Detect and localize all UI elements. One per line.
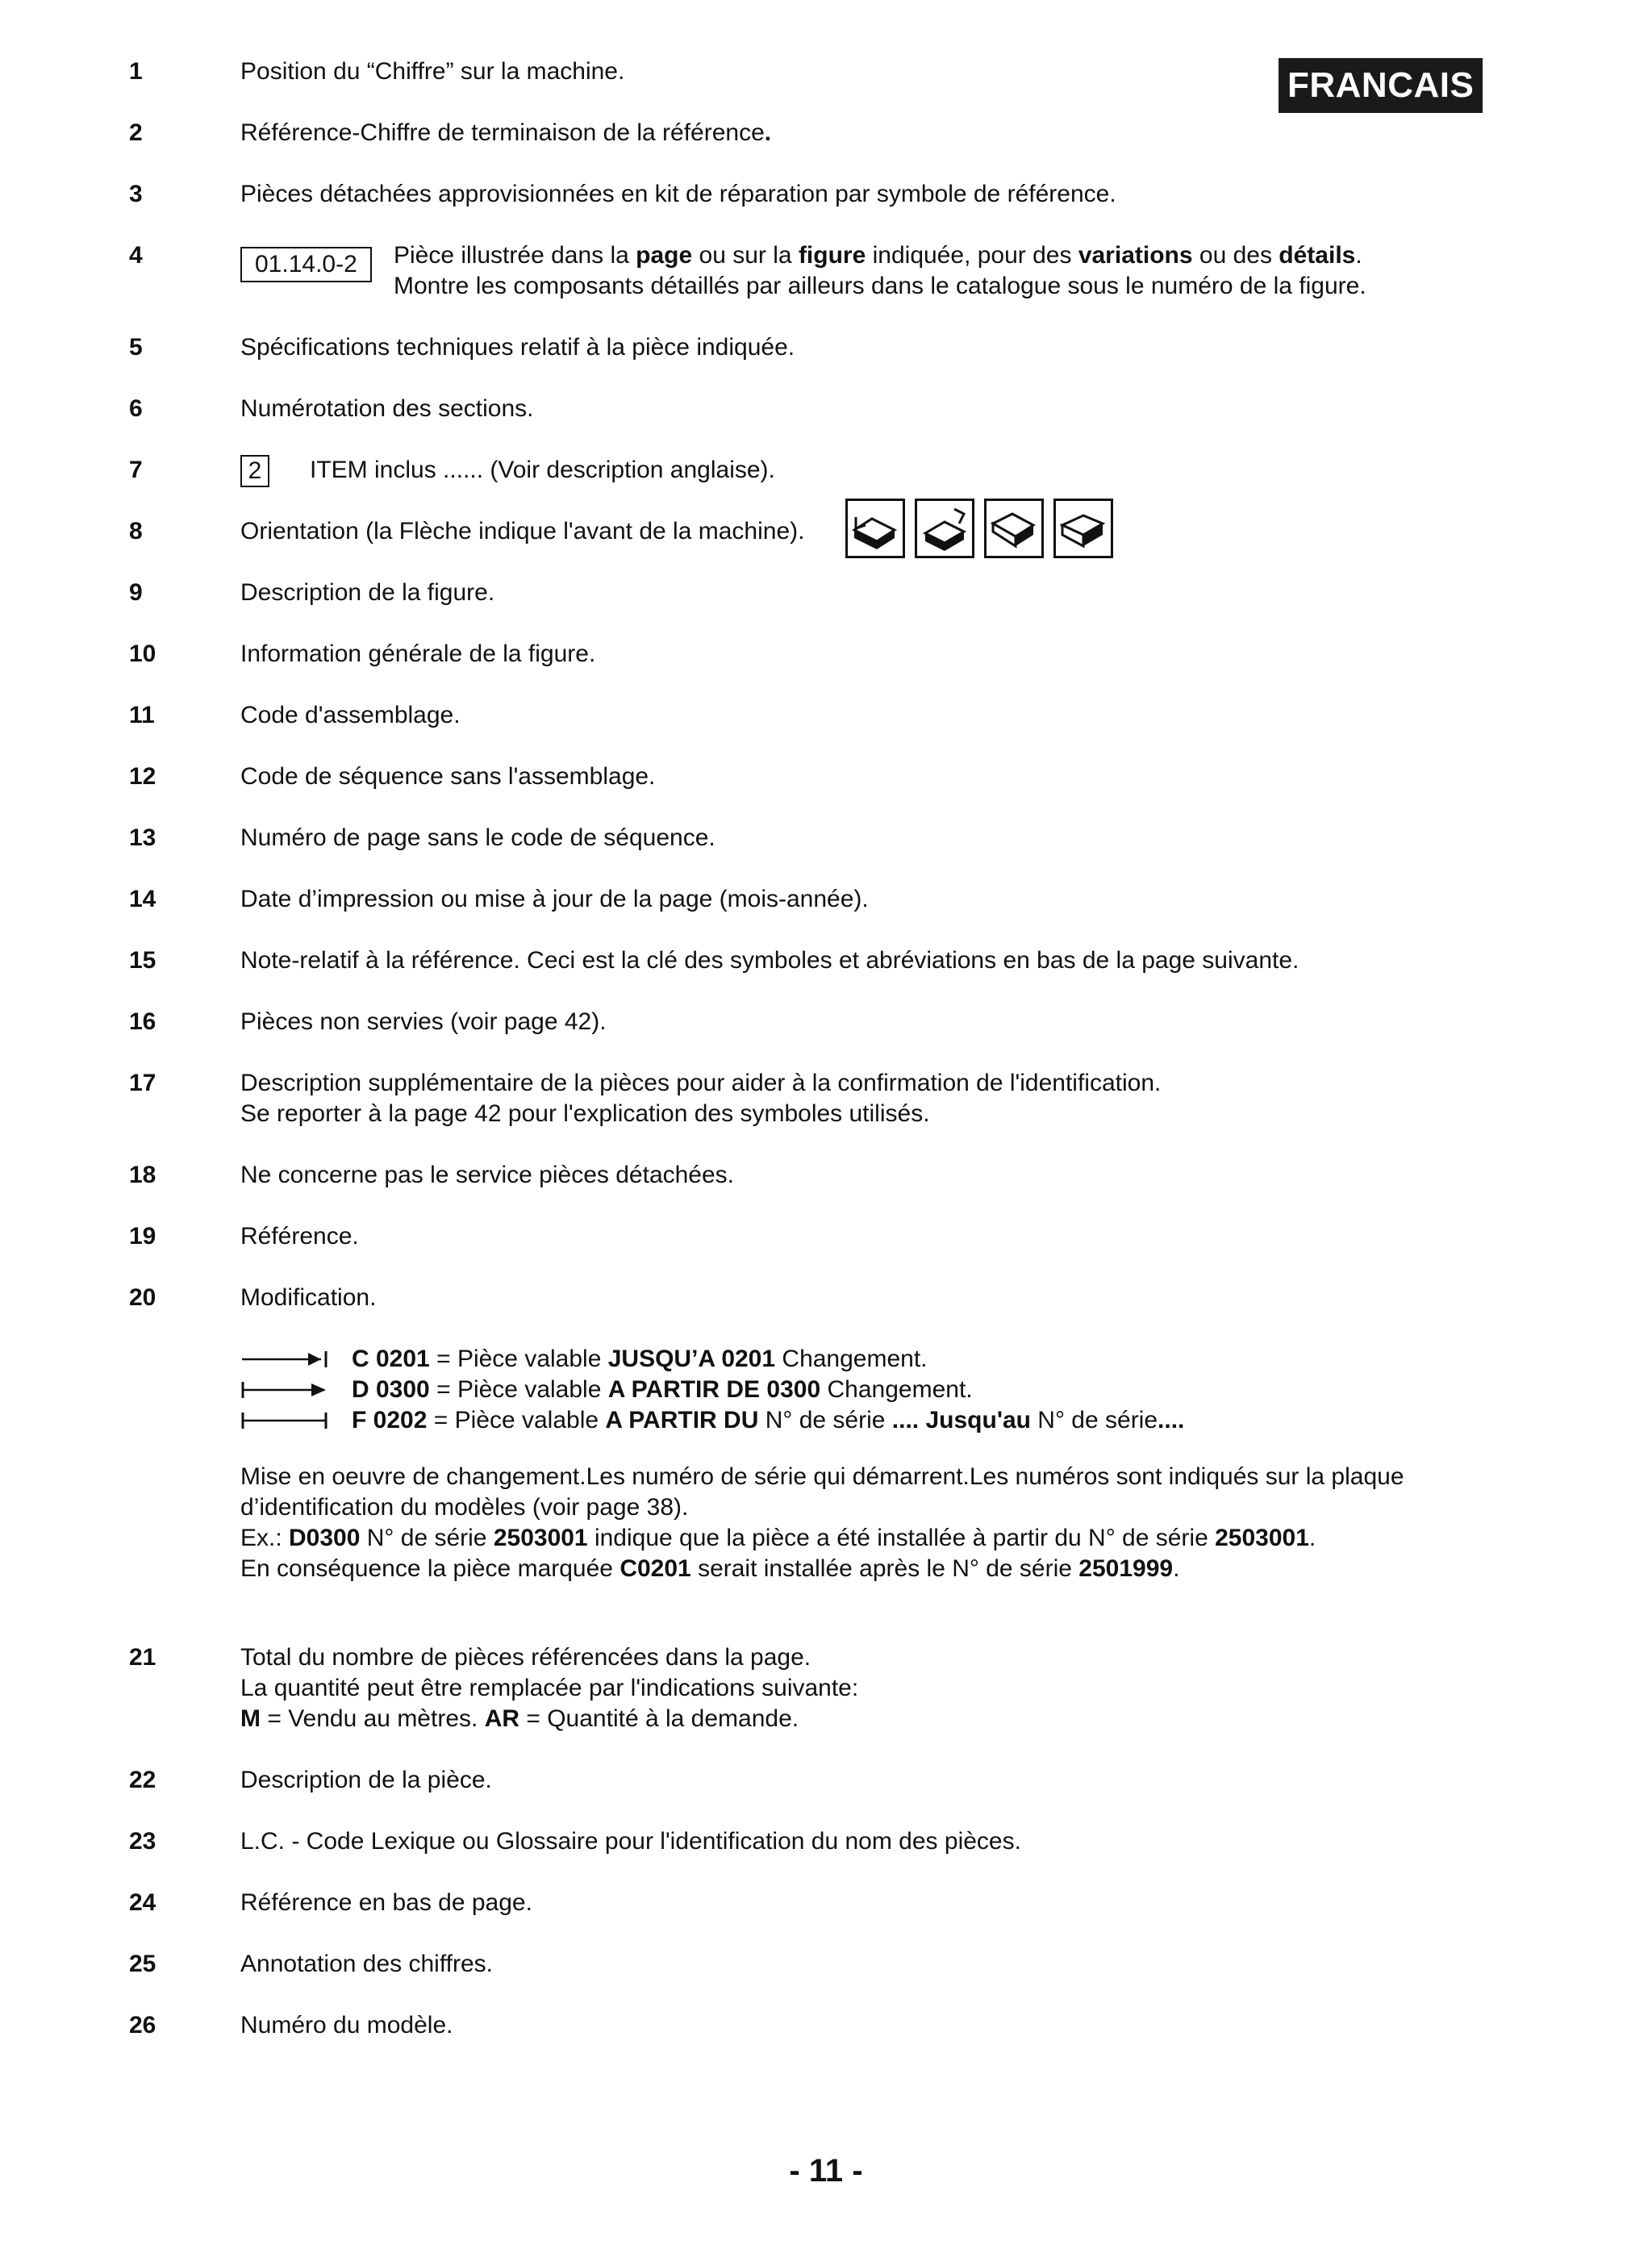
item-text: Ne concerne pas le service pièces détachées. bbox=[240, 1162, 735, 1188]
item-number: 21 bbox=[129, 1644, 156, 1671]
item-number: 8 bbox=[129, 518, 143, 545]
item-number: 3 bbox=[129, 181, 143, 207]
item-text: Référence. bbox=[240, 1223, 359, 1250]
item-text: Pièces détachées approvisionnées en kit de réparation par symbole de référence. bbox=[240, 181, 1116, 207]
item-number: 5 bbox=[129, 334, 143, 361]
item-text: Numéro du modèle. bbox=[240, 2012, 453, 2039]
item-number: 15 bbox=[129, 947, 156, 974]
arrow-range-icon bbox=[240, 1410, 332, 1431]
item-text: Total du nombre de pièces référencées dans la page. La quantité peut être remplacée par l'indications suivante: M = Vendu au mètres. AR = Quantité à la demande. bbox=[240, 1644, 859, 1732]
item-text: Annotation des chiffres. bbox=[240, 1951, 493, 1977]
orientation-front-right-icon bbox=[915, 499, 974, 558]
modification-text: F 0202 = Pièce valable A PARTIR DU N° de série .... Jusqu'au N° de série.... bbox=[352, 1407, 1185, 1433]
item-number: 4 bbox=[129, 242, 143, 269]
orientation-rear-left-icon bbox=[984, 499, 1044, 558]
item-text: Position du “Chiffre” sur la machine. bbox=[240, 58, 625, 85]
language-badge: FRANCAIS bbox=[1279, 58, 1483, 113]
page-number: - 11 - bbox=[789, 2153, 863, 2189]
item-quantity-box: 2 bbox=[240, 455, 269, 487]
orientation-icons bbox=[845, 499, 1113, 558]
orientation-front-left-icon bbox=[845, 499, 905, 558]
item-number: 25 bbox=[129, 1951, 156, 1977]
item-text: Code de séquence sans l'assemblage. bbox=[240, 763, 656, 790]
item-text: Description supplémentaire de la pièces pour aider à la confirmation de l'identification. Se reporter à la page 42 pour l'explication des symboles utilisés. bbox=[240, 1070, 1162, 1127]
modification-line-until bbox=[240, 1344, 1531, 1375]
item-number: 1 bbox=[129, 58, 143, 85]
item-number: 23 bbox=[129, 1828, 156, 1855]
modification-text: C 0201 = Pièce valable JUSQU’A 0201 Changement. bbox=[352, 1346, 928, 1372]
modification-text: D 0300 = Pièce valable A PARTIR DE 0300 Changement. bbox=[352, 1376, 973, 1403]
item-text: L.C. - Code Lexique ou Glossaire pour l'identification du nom des pièces. bbox=[240, 1828, 1021, 1855]
item-number: 19 bbox=[129, 1223, 156, 1250]
item-number: 26 bbox=[129, 2012, 156, 2039]
item-text: Numérotation des sections. bbox=[240, 395, 534, 422]
item-text: Référence en bas de page. bbox=[240, 1889, 532, 1916]
item-text: Pièces non servies (voir page 42). bbox=[240, 1008, 607, 1035]
item-number: 11 bbox=[129, 702, 155, 728]
item-number: 6 bbox=[129, 395, 143, 422]
item-number: 20 bbox=[129, 1284, 156, 1311]
item-number: 14 bbox=[129, 886, 156, 912]
item-number: 2 bbox=[129, 119, 143, 146]
paragraph-text: Mise en oeuvre de changement.Les numéro de série qui démarrent.Les numéros sont indiqués sur la plaque d’identification du modèles (voir page 38). Ex.: D0300 N° de série 2503001 indique que la pièce a été installée à partir du N° de série 2503001. En conséquence la pièce marquée C0201 serait installée après le N° de série 2501999. bbox=[240, 1463, 1404, 1582]
item-number: 24 bbox=[129, 1889, 156, 1916]
item-number: 7 bbox=[129, 457, 143, 483]
item-text: Description de la figure. bbox=[240, 579, 495, 606]
item-number: 12 bbox=[129, 763, 156, 790]
item-number: 22 bbox=[129, 1767, 156, 1793]
item-text: Note-relatif à la référence. Ceci est la clé des symboles et abréviations en bas de la page suivante. bbox=[240, 947, 1299, 974]
item-text: Modification. bbox=[240, 1284, 377, 1311]
reference-box: 01.14.0-2 bbox=[240, 247, 372, 282]
modification-line-range bbox=[240, 1405, 1531, 1436]
item-text: ITEM inclus ...... (Voir description anglaise). bbox=[310, 457, 775, 483]
item-number: 17 bbox=[129, 1070, 156, 1096]
item-number: 16 bbox=[129, 1008, 156, 1035]
orientation-rear-right-icon bbox=[1053, 499, 1113, 558]
arrow-from-icon bbox=[240, 1379, 332, 1400]
item-text: Date d’impression ou mise à jour de la page (mois-année). bbox=[240, 886, 869, 912]
item-text: Information générale de la figure. bbox=[240, 641, 596, 667]
item-text: Spécifications techniques relatif à la pièce indiquée. bbox=[240, 334, 795, 361]
item-text: Description de la pièce. bbox=[240, 1767, 492, 1793]
item-number: 9 bbox=[129, 579, 143, 606]
item-text: Orientation (la Flèche indique l'avant de la machine). bbox=[240, 518, 805, 545]
item-text: Pièce illustrée dans la page ou sur la figure indiquée, pour des variations ou des détails. Montre les composants détaillés par ailleurs dans le catalogue sous le numéro de la figure. bbox=[394, 242, 1366, 299]
item-text: Numéro de page sans le code de séquence. bbox=[240, 824, 715, 851]
item-text: Code d'assemblage. bbox=[240, 702, 461, 728]
item-text: Référence-Chiffre de terminaison de la référence. bbox=[240, 119, 772, 146]
modification-line-from bbox=[240, 1375, 1531, 1405]
item-number: 13 bbox=[129, 824, 156, 851]
item-number: 10 bbox=[129, 641, 156, 667]
item-number: 18 bbox=[129, 1162, 156, 1188]
arrow-until-icon bbox=[240, 1349, 332, 1370]
